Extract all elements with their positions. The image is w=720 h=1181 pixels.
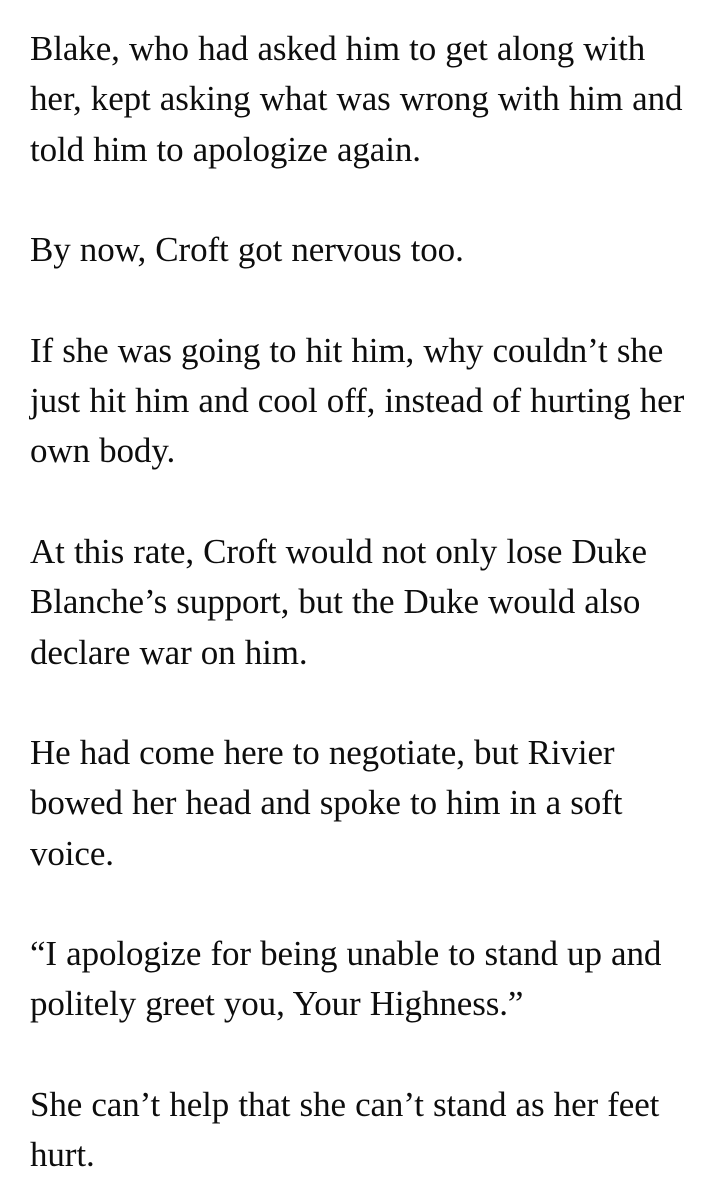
paragraph: She can’t help that she can’t stand as her feet hurt. <box>30 1084 660 1175</box>
paragraph: By now, Croft got nervous too. <box>30 230 464 270</box>
paragraph: If she was going to hit him, why couldn’t she just hit him and cool off, instead of hurting her own body. <box>30 330 685 471</box>
paragraph: Blake, who had asked him to get along with her, kept asking what was wrong with him and told him to apologize again. <box>30 29 683 169</box>
paragraph: “I apologize for being unable to stand up and politely greet you, Your Highness.” <box>30 934 662 1024</box>
paragraph: He had come here to negotiate, but Rivier bowed her head and spoke to him in a soft voice. <box>30 732 623 873</box>
paragraph: At this rate, Croft would not only lose Duke Blanche’s support, but the Duke would also declare war on him. <box>30 531 647 672</box>
